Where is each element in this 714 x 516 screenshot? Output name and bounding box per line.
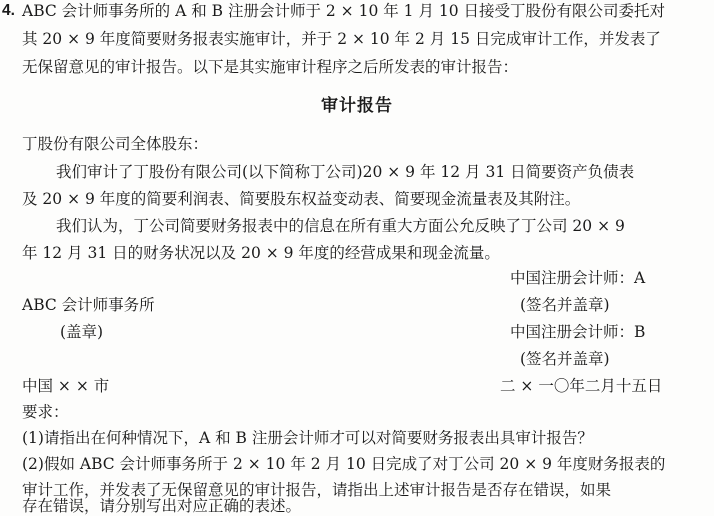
requirement-2-line-2: 审计工作，并发表了无保留意见的审计报告，请指出上述审计报告是否存在错误，如果 [22, 481, 612, 499]
report-para2-line-2: 年 12 月 31 日的财务状况以及 20 × 9 年度的经营成果和现金流量。 [22, 244, 500, 262]
report-para2-line-1: 我们认为，丁公司简要财务报表中的信息在所有重大方面公允反映了丁公司 20 × 9 [56, 217, 625, 235]
signature-city: 中国 × × 市 [22, 377, 110, 395]
question-line-1: ABC 会计师事务所的 A 和 B 注册会计师于 2 × 10 年 1 月 10 日接受丁股份有限公司委托对 [22, 2, 666, 20]
question-line-3: 无保留意见的审计报告。以下是其实施审计程序之后所发表的审计报告： [22, 58, 519, 76]
signature-cpa-a-sign: (签名并盖章) [520, 296, 610, 314]
signature-cpa-b: 中国注册会计师：B [510, 323, 646, 341]
requirement-1: (1)请指出在何种情况下，A 和 B 注册会计师才可以对简要财务报表出具审计报告？ [22, 429, 593, 447]
question-number: 4. [2, 2, 15, 19]
requirement-2-line-3: 存在错误，请分别写出对应正确的表述。 [22, 497, 302, 515]
report-title: 审计报告 [321, 96, 393, 116]
report-para1-line-1: 我们审计了丁股份有限公司(以下简称丁公司)20 × 9 年 12 月 31 日简要资产负债表 [56, 163, 635, 181]
report-para1-line-2: 及 20 × 9 年度的简要利润表、简要股东权益变动表、简要现金流量表及其附注。 [22, 190, 581, 208]
signature-cpa-b-sign: (签名并盖章) [520, 350, 610, 368]
report-addressee: 丁股份有限公司全体股东： [22, 135, 209, 153]
signature-firm-seal: (盖章) [60, 323, 104, 341]
question-line-2: 其 20 × 9 年度简要财务报表实施审计，并于 2 × 10 年 2 月 15 日完成审计工作，并发表了 [22, 30, 661, 48]
signature-cpa-a: 中国注册会计师：A [510, 269, 646, 287]
requirements-heading: 要求： [22, 403, 69, 421]
signature-firm: ABC 会计师事务所 [22, 296, 155, 314]
signature-date: 二 × 一〇年二月十五日 [500, 377, 663, 395]
requirement-2-line-1: (2)假如 ABC 会计师事务所于 2 × 10 年 2 月 10 日完成了对丁公司 20 × 9 年度财务报表的 [22, 455, 666, 473]
